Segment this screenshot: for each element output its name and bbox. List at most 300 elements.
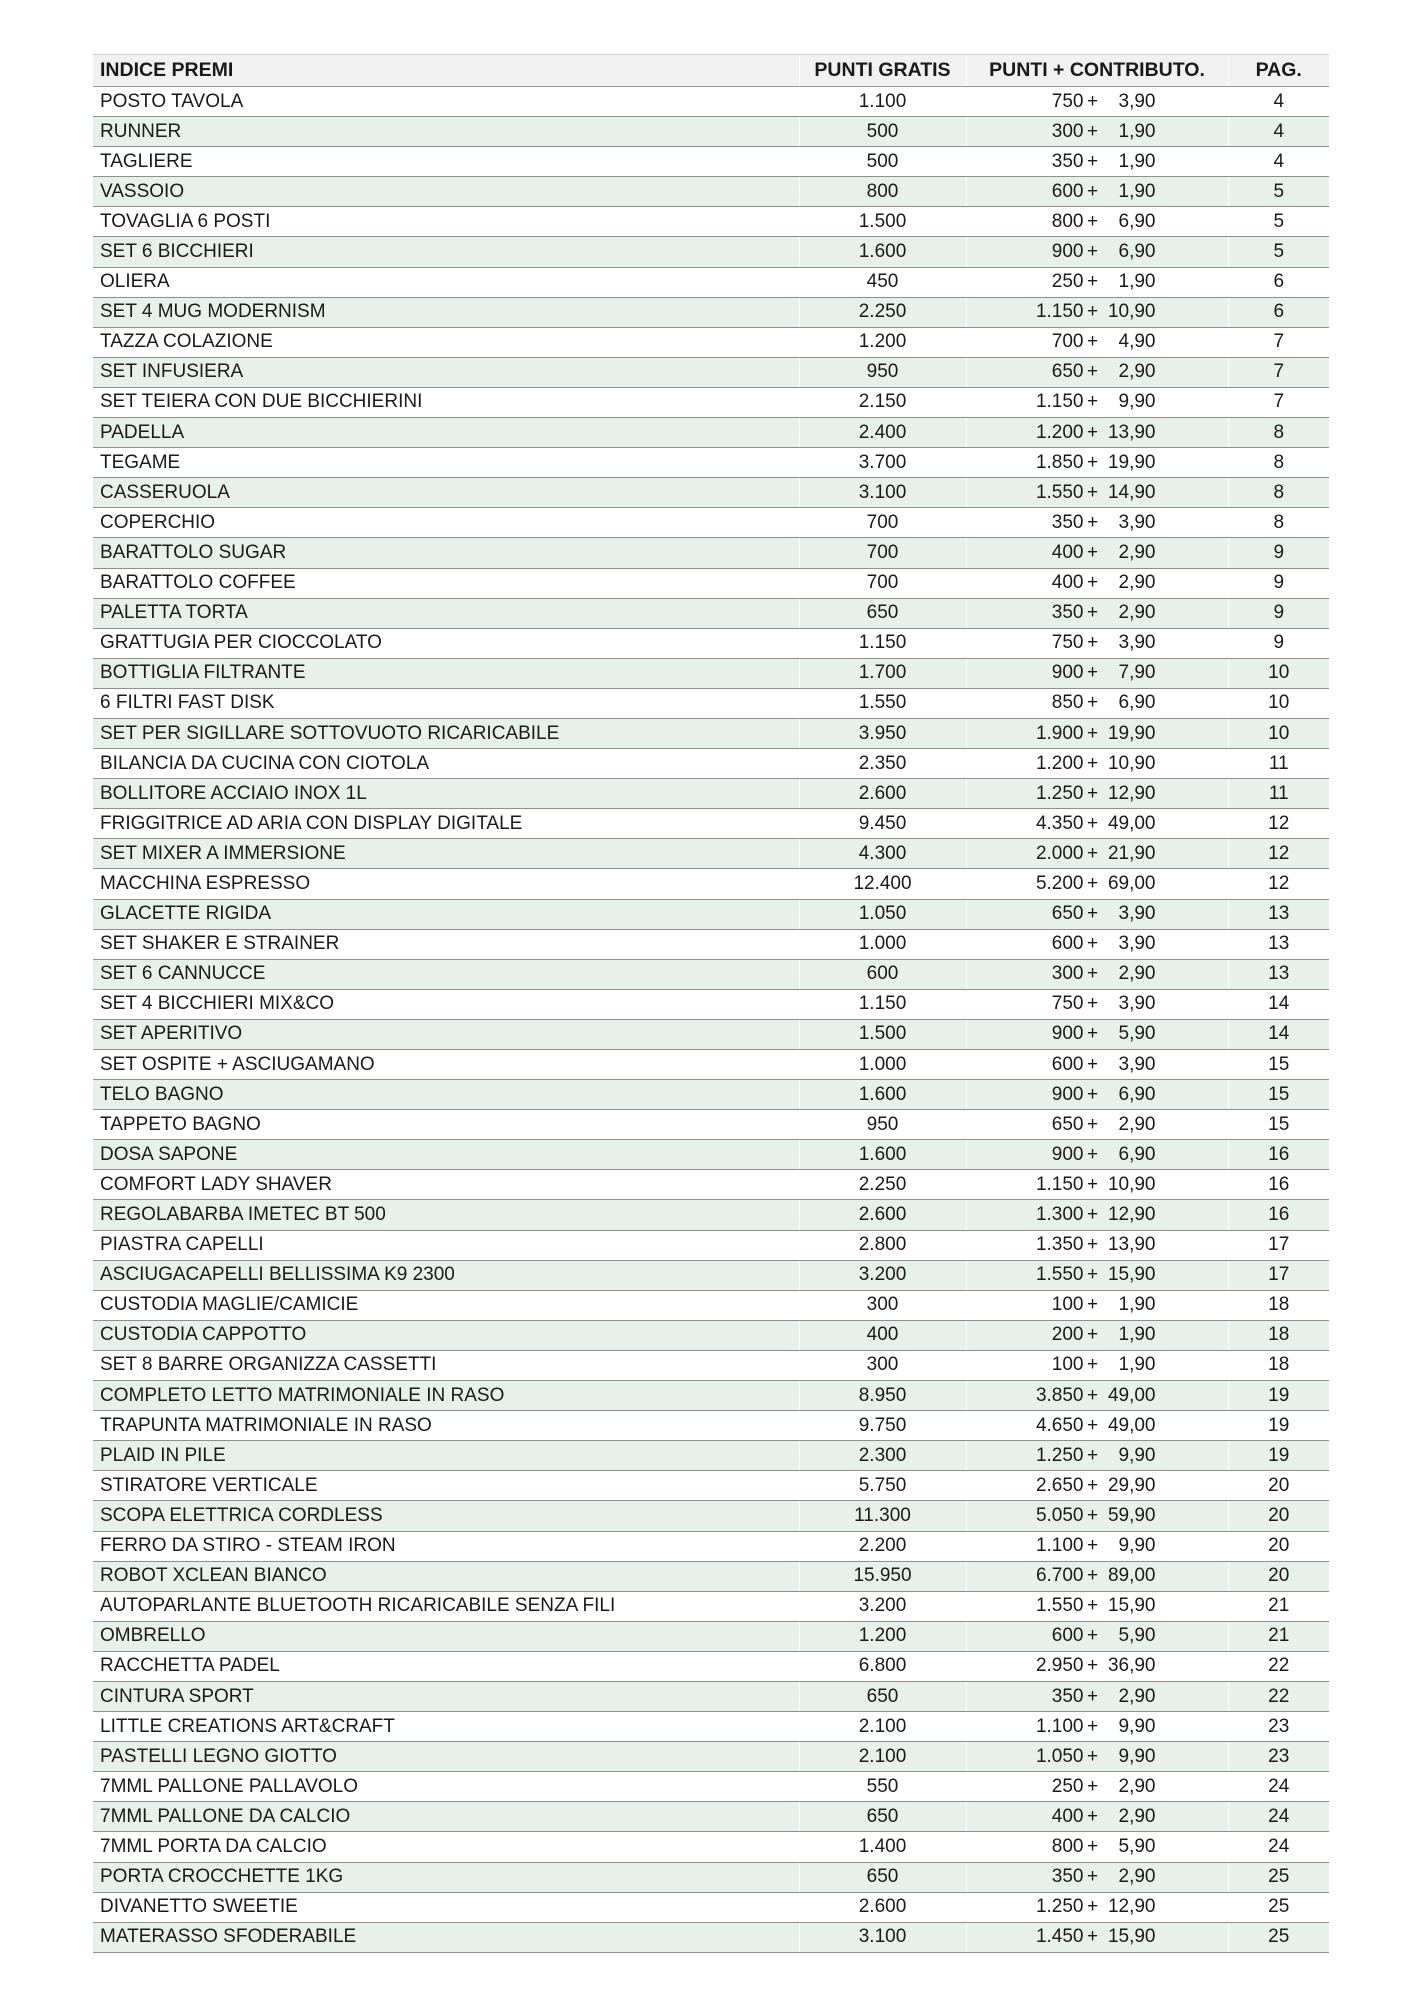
- points-plus-contribution: [966, 478, 1228, 508]
- page-number: 16: [1228, 1200, 1329, 1230]
- free-points: 9.450: [799, 809, 966, 839]
- contribution-points: 1.550: [1035, 1264, 1084, 1286]
- page-number: 8: [1228, 448, 1329, 478]
- points-plus-contribution: [966, 448, 1228, 478]
- plus-sign: +: [1086, 572, 1099, 594]
- table-row: [93, 1019, 1329, 1049]
- free-points: 700: [799, 538, 966, 568]
- plus-sign: +: [1086, 1264, 1099, 1286]
- prize-name: 6 FILTRI FAST DISK: [93, 688, 799, 718]
- plus-sign: +: [1086, 421, 1099, 443]
- prize-name: TELO BAGNO: [93, 1080, 799, 1110]
- contribution-points: 100: [1051, 1294, 1084, 1316]
- points-plus-contribution: [966, 1411, 1228, 1441]
- contribution-points: 600: [1051, 1053, 1084, 1075]
- contribution-amount: 69,00: [1107, 872, 1156, 894]
- contribution-amount: 3,90: [1118, 933, 1156, 955]
- page-number: 9: [1228, 568, 1329, 598]
- table-row: [93, 387, 1329, 417]
- points-plus-contribution: [966, 1381, 1228, 1411]
- points-plus-contribution: [966, 508, 1228, 538]
- contribution-points: 1.900: [1035, 722, 1084, 744]
- prize-name: DIVANETTO SWEETIE: [93, 1892, 799, 1922]
- table-row: [93, 1832, 1329, 1862]
- table-row: [93, 568, 1329, 598]
- table-row: [93, 327, 1329, 357]
- table-header-row: [93, 55, 1329, 87]
- plus-sign: +: [1086, 1083, 1099, 1105]
- prize-name: PIASTRA CAPELLI: [93, 1230, 799, 1260]
- contribution-amount: 7,90: [1118, 662, 1156, 684]
- table-row: [93, 1080, 1329, 1110]
- table-row: [93, 1140, 1329, 1170]
- prize-name: BARATTOLO SUGAR: [93, 538, 799, 568]
- prize-name: REGOLABARBA IMETEC BT 500: [93, 1200, 799, 1230]
- free-points: 2.300: [799, 1441, 966, 1471]
- contribution-amount: 5,90: [1118, 1625, 1156, 1647]
- plus-sign: +: [1086, 271, 1099, 293]
- prize-index-table: [93, 54, 1329, 1953]
- points-plus-contribution: [966, 1471, 1228, 1501]
- header-free-points: PUNTI GRATIS: [799, 55, 966, 87]
- contribution-amount: 3,90: [1118, 993, 1156, 1015]
- contribution-points: 3.850: [1035, 1384, 1084, 1406]
- prize-name: TAZZA COLAZIONE: [93, 327, 799, 357]
- table-row: [93, 1110, 1329, 1140]
- plus-sign: +: [1086, 1685, 1099, 1707]
- points-plus-contribution: [966, 1651, 1228, 1681]
- page-number: 19: [1228, 1411, 1329, 1441]
- prize-name: MATERASSO SFODERABILE: [93, 1922, 799, 1952]
- prize-name: CINTURA SPORT: [93, 1681, 799, 1711]
- points-plus-contribution: [966, 1110, 1228, 1140]
- page-number: 20: [1228, 1531, 1329, 1561]
- contribution-amount: 1,90: [1118, 120, 1156, 142]
- prize-name: GLACETTE RIGIDA: [93, 899, 799, 929]
- points-plus-contribution: [966, 568, 1228, 598]
- plus-sign: +: [1086, 241, 1099, 263]
- contribution-amount: 6,90: [1118, 1143, 1156, 1165]
- table-row: [93, 147, 1329, 177]
- prize-name: TEGAME: [93, 448, 799, 478]
- points-plus-contribution: [966, 1591, 1228, 1621]
- free-points: 2.600: [799, 1892, 966, 1922]
- page-number: 4: [1228, 117, 1329, 147]
- page-number: 15: [1228, 1080, 1329, 1110]
- contribution-amount: 1,90: [1118, 1354, 1156, 1376]
- contribution-amount: 9,90: [1118, 1745, 1156, 1767]
- prize-name: SET 4 BICCHIERI MIX&CO: [93, 989, 799, 1019]
- contribution-points: 4.650: [1035, 1414, 1084, 1436]
- prize-name: OLIERA: [93, 267, 799, 297]
- table-row: [93, 1501, 1329, 1531]
- prize-name: TOVAGLIA 6 POSTI: [93, 207, 799, 237]
- table-row: [93, 1471, 1329, 1501]
- page-number: 16: [1228, 1140, 1329, 1170]
- contribution-points: 600: [1051, 1625, 1084, 1647]
- table-row: [93, 478, 1329, 508]
- page-number: 20: [1228, 1471, 1329, 1501]
- plus-sign: +: [1086, 933, 1099, 955]
- plus-sign: +: [1086, 1504, 1099, 1526]
- page-number: 10: [1228, 688, 1329, 718]
- contribution-amount: 49,00: [1107, 812, 1156, 834]
- contribution-amount: 12,90: [1107, 1204, 1156, 1226]
- points-plus-contribution: [966, 177, 1228, 207]
- contribution-points: 650: [1051, 361, 1084, 383]
- points-plus-contribution: [966, 929, 1228, 959]
- plus-sign: +: [1086, 782, 1099, 804]
- page-number: 18: [1228, 1350, 1329, 1380]
- contribution-amount: 1,90: [1118, 271, 1156, 293]
- points-plus-contribution: [966, 207, 1228, 237]
- contribution-amount: 5,90: [1118, 1023, 1156, 1045]
- free-points: 2.150: [799, 387, 966, 417]
- table-row: [93, 839, 1329, 869]
- free-points: 1.150: [799, 628, 966, 658]
- prize-name: SET PER SIGILLARE SOTTOVUOTO RICARICABILE: [93, 718, 799, 748]
- page-number: 9: [1228, 538, 1329, 568]
- contribution-points: 350: [1051, 150, 1084, 172]
- points-plus-contribution: [966, 1350, 1228, 1380]
- page-number: 18: [1228, 1320, 1329, 1350]
- contribution-amount: 2,90: [1118, 963, 1156, 985]
- contribution-amount: 10,90: [1107, 752, 1156, 774]
- free-points: 2.800: [799, 1230, 966, 1260]
- table-row: [93, 237, 1329, 267]
- page-number: 11: [1228, 779, 1329, 809]
- plus-sign: +: [1086, 1535, 1099, 1557]
- points-plus-contribution: [966, 1050, 1228, 1080]
- table-row: [93, 959, 1329, 989]
- page-number: 14: [1228, 1019, 1329, 1049]
- table-row: [93, 1621, 1329, 1651]
- points-plus-contribution: [966, 297, 1228, 327]
- plus-sign: +: [1086, 1173, 1099, 1195]
- contribution-points: 800: [1051, 210, 1084, 232]
- prize-name: SET 6 CANNUCCE: [93, 959, 799, 989]
- table-row: [93, 177, 1329, 207]
- contribution-points: 650: [1051, 1113, 1084, 1135]
- page-number: 14: [1228, 989, 1329, 1019]
- free-points: 5.750: [799, 1471, 966, 1501]
- prize-name: STIRATORE VERTICALE: [93, 1471, 799, 1501]
- table-row: [93, 989, 1329, 1019]
- contribution-amount: 21,90: [1107, 842, 1156, 864]
- page-number: 24: [1228, 1832, 1329, 1862]
- plus-sign: +: [1086, 1926, 1099, 1948]
- contribution-amount: 29,90: [1107, 1474, 1156, 1496]
- contribution-points: 200: [1051, 1324, 1084, 1346]
- table-row: [93, 207, 1329, 237]
- page-number: 17: [1228, 1230, 1329, 1260]
- free-points: 800: [799, 177, 966, 207]
- points-plus-contribution: [966, 87, 1228, 117]
- points-plus-contribution: [966, 598, 1228, 628]
- plus-sign: +: [1086, 1204, 1099, 1226]
- prize-name: FERRO DA STIRO - STEAM IRON: [93, 1531, 799, 1561]
- table-row: [93, 598, 1329, 628]
- page-number: 7: [1228, 357, 1329, 387]
- contribution-points: 400: [1051, 541, 1084, 563]
- free-points: 700: [799, 508, 966, 538]
- contribution-points: 650: [1051, 903, 1084, 925]
- contribution-points: 1.300: [1035, 1204, 1084, 1226]
- points-plus-contribution: [966, 327, 1228, 357]
- page-number: 17: [1228, 1260, 1329, 1290]
- points-plus-contribution: [966, 869, 1228, 899]
- page-number: 5: [1228, 237, 1329, 267]
- points-plus-contribution: [966, 237, 1228, 267]
- free-points: 2.400: [799, 418, 966, 448]
- points-plus-contribution: [966, 387, 1228, 417]
- contribution-points: 700: [1051, 331, 1084, 353]
- free-points: 1.050: [799, 899, 966, 929]
- table-row: [93, 658, 1329, 688]
- page-number: 18: [1228, 1290, 1329, 1320]
- free-points: 600: [799, 959, 966, 989]
- page-number: 23: [1228, 1712, 1329, 1742]
- page-number: 15: [1228, 1110, 1329, 1140]
- prize-name: PALETTA TORTA: [93, 598, 799, 628]
- contribution-points: 2.650: [1035, 1474, 1084, 1496]
- plus-sign: +: [1086, 692, 1099, 714]
- prize-name: GRATTUGIA PER CIOCCOLATO: [93, 628, 799, 658]
- contribution-amount: 4,90: [1118, 331, 1156, 353]
- contribution-points: 2.950: [1035, 1655, 1084, 1677]
- table-row: [93, 749, 1329, 779]
- contribution-amount: 3,90: [1118, 90, 1156, 112]
- table-row: [93, 1170, 1329, 1200]
- points-plus-contribution: [966, 538, 1228, 568]
- table-row: [93, 809, 1329, 839]
- free-points: 3.700: [799, 448, 966, 478]
- points-plus-contribution: [966, 658, 1228, 688]
- prize-index-sheet: [93, 54, 1329, 1953]
- contribution-points: 4.350: [1035, 812, 1084, 834]
- contribution-points: 750: [1051, 632, 1084, 654]
- table-row: [93, 297, 1329, 327]
- contribution-amount: 1,90: [1118, 150, 1156, 172]
- contribution-points: 600: [1051, 933, 1084, 955]
- contribution-points: 800: [1051, 1835, 1084, 1857]
- free-points: 1.700: [799, 658, 966, 688]
- free-points: 1.200: [799, 327, 966, 357]
- contribution-amount: 1,90: [1118, 1324, 1156, 1346]
- plus-sign: +: [1086, 1143, 1099, 1165]
- page-number: 7: [1228, 387, 1329, 417]
- table-row: [93, 1441, 1329, 1471]
- free-points: 4.300: [799, 839, 966, 869]
- table-row: [93, 688, 1329, 718]
- plus-sign: +: [1086, 812, 1099, 834]
- free-points: 700: [799, 568, 966, 598]
- contribution-points: 5.050: [1035, 1504, 1084, 1526]
- table-row: [93, 899, 1329, 929]
- plus-sign: +: [1086, 1565, 1099, 1587]
- contribution-amount: 2,90: [1118, 361, 1156, 383]
- prize-name: OMBRELLO: [93, 1621, 799, 1651]
- page-number: 6: [1228, 297, 1329, 327]
- contribution-amount: 6,90: [1118, 210, 1156, 232]
- table-row: [93, 779, 1329, 809]
- free-points: 1.550: [799, 688, 966, 718]
- prize-name: LITTLE CREATIONS ART&CRAFT: [93, 1712, 799, 1742]
- contribution-amount: 49,00: [1107, 1414, 1156, 1436]
- free-points: 6.800: [799, 1651, 966, 1681]
- page-number: 19: [1228, 1441, 1329, 1471]
- contribution-points: 750: [1051, 90, 1084, 112]
- prize-name: BOTTIGLIA FILTRANTE: [93, 658, 799, 688]
- free-points: 1.500: [799, 1019, 966, 1049]
- header-prize-index: INDICE PREMI: [93, 55, 799, 87]
- prize-name: ASCIUGACAPELLI BELLISSIMA K9 2300: [93, 1260, 799, 1290]
- points-plus-contribution: [966, 1290, 1228, 1320]
- free-points: 3.200: [799, 1260, 966, 1290]
- plus-sign: +: [1086, 451, 1099, 473]
- prize-name: COMFORT LADY SHAVER: [93, 1170, 799, 1200]
- table-row: [93, 1381, 1329, 1411]
- plus-sign: +: [1086, 90, 1099, 112]
- points-plus-contribution: [966, 1892, 1228, 1922]
- contribution-amount: 1,90: [1118, 180, 1156, 202]
- page-number: 21: [1228, 1591, 1329, 1621]
- plus-sign: +: [1086, 632, 1099, 654]
- plus-sign: +: [1086, 1896, 1099, 1918]
- page-number: 25: [1228, 1862, 1329, 1892]
- contribution-amount: 10,90: [1107, 1173, 1156, 1195]
- free-points: 400: [799, 1320, 966, 1350]
- plus-sign: +: [1086, 842, 1099, 864]
- page-number: 9: [1228, 598, 1329, 628]
- points-plus-contribution: [966, 1531, 1228, 1561]
- prize-name: COPERCHIO: [93, 508, 799, 538]
- contribution-amount: 2,90: [1118, 541, 1156, 563]
- contribution-amount: 9,90: [1118, 1535, 1156, 1557]
- free-points: 3.950: [799, 718, 966, 748]
- points-plus-contribution: [966, 809, 1228, 839]
- plus-sign: +: [1086, 1805, 1099, 1827]
- table-row: [93, 448, 1329, 478]
- free-points: 2.600: [799, 1200, 966, 1230]
- plus-sign: +: [1086, 903, 1099, 925]
- contribution-amount: 2,90: [1118, 1685, 1156, 1707]
- points-plus-contribution: [966, 1712, 1228, 1742]
- prize-name: ROBOT XCLEAN BIANCO: [93, 1561, 799, 1591]
- prize-name: SET 6 BICCHIERI: [93, 237, 799, 267]
- contribution-points: 900: [1051, 1083, 1084, 1105]
- page-number: 12: [1228, 839, 1329, 869]
- table-row: [93, 1260, 1329, 1290]
- plus-sign: +: [1086, 1715, 1099, 1737]
- contribution-amount: 2,90: [1118, 1775, 1156, 1797]
- page-number: 20: [1228, 1501, 1329, 1531]
- free-points: 650: [799, 1802, 966, 1832]
- plus-sign: +: [1086, 1745, 1099, 1767]
- free-points: 1.200: [799, 1621, 966, 1651]
- plus-sign: +: [1086, 1655, 1099, 1677]
- prize-name: 7MML PALLONE DA CALCIO: [93, 1802, 799, 1832]
- plus-sign: +: [1086, 1474, 1099, 1496]
- page-number: 12: [1228, 869, 1329, 899]
- page-number: 8: [1228, 508, 1329, 538]
- contribution-points: 350: [1051, 602, 1084, 624]
- free-points: 2.100: [799, 1712, 966, 1742]
- points-plus-contribution: [966, 1170, 1228, 1200]
- points-plus-contribution: [966, 989, 1228, 1019]
- points-plus-contribution: [966, 1260, 1228, 1290]
- plus-sign: +: [1086, 1053, 1099, 1075]
- header-points-plus-contribution: PUNTI + CONTRIBUTO.: [966, 55, 1228, 87]
- prize-name: SET MIXER A IMMERSIONE: [93, 839, 799, 869]
- table-row: [93, 1922, 1329, 1952]
- contribution-amount: 15,90: [1107, 1595, 1156, 1617]
- contribution-amount: 2,90: [1118, 1113, 1156, 1135]
- page-number: 13: [1228, 959, 1329, 989]
- contribution-points: 300: [1051, 963, 1084, 985]
- page-number: 25: [1228, 1922, 1329, 1952]
- plus-sign: +: [1086, 210, 1099, 232]
- plus-sign: +: [1086, 511, 1099, 533]
- table-row: [93, 1651, 1329, 1681]
- free-points: 3.100: [799, 1922, 966, 1952]
- points-plus-contribution: [966, 839, 1228, 869]
- table-row: [93, 357, 1329, 387]
- free-points: 11.300: [799, 1501, 966, 1531]
- contribution-points: 400: [1051, 1805, 1084, 1827]
- contribution-points: 1.250: [1035, 1896, 1084, 1918]
- points-plus-contribution: [966, 357, 1228, 387]
- prize-name: SCOPA ELETTRICA CORDLESS: [93, 1501, 799, 1531]
- contribution-points: 750: [1051, 993, 1084, 1015]
- page-number: 13: [1228, 929, 1329, 959]
- plus-sign: +: [1086, 963, 1099, 985]
- points-plus-contribution: [966, 628, 1228, 658]
- contribution-points: 600: [1051, 180, 1084, 202]
- table-row: [93, 1561, 1329, 1591]
- points-plus-contribution: [966, 1802, 1228, 1832]
- prize-name: 7MML PORTA DA CALCIO: [93, 1832, 799, 1862]
- prize-name: RUNNER: [93, 117, 799, 147]
- prize-name: MACCHINA ESPRESSO: [93, 869, 799, 899]
- plus-sign: +: [1086, 541, 1099, 563]
- contribution-points: 900: [1051, 662, 1084, 684]
- page-number: 9: [1228, 628, 1329, 658]
- contribution-amount: 13,90: [1107, 1234, 1156, 1256]
- free-points: 1.600: [799, 1080, 966, 1110]
- prize-name: SET SHAKER E STRAINER: [93, 929, 799, 959]
- points-plus-contribution: [966, 1080, 1228, 1110]
- plus-sign: +: [1086, 1444, 1099, 1466]
- table-row: [93, 1712, 1329, 1742]
- contribution-points: 400: [1051, 572, 1084, 594]
- contribution-points: 1.150: [1035, 391, 1084, 413]
- prize-name: SET TEIERA CON DUE BICCHIERINI: [93, 387, 799, 417]
- contribution-points: 250: [1051, 271, 1084, 293]
- contribution-points: 300: [1051, 120, 1084, 142]
- contribution-amount: 15,90: [1107, 1926, 1156, 1948]
- free-points: 3.100: [799, 478, 966, 508]
- prize-name: SET 8 BARRE ORGANIZZA CASSETTI: [93, 1350, 799, 1380]
- free-points: 500: [799, 147, 966, 177]
- contribution-points: 1.250: [1035, 1444, 1084, 1466]
- plus-sign: +: [1086, 1294, 1099, 1316]
- points-plus-contribution: [966, 117, 1228, 147]
- plus-sign: +: [1086, 1023, 1099, 1045]
- free-points: 650: [799, 1681, 966, 1711]
- contribution-amount: 36,90: [1107, 1655, 1156, 1677]
- prize-name: PADELLA: [93, 418, 799, 448]
